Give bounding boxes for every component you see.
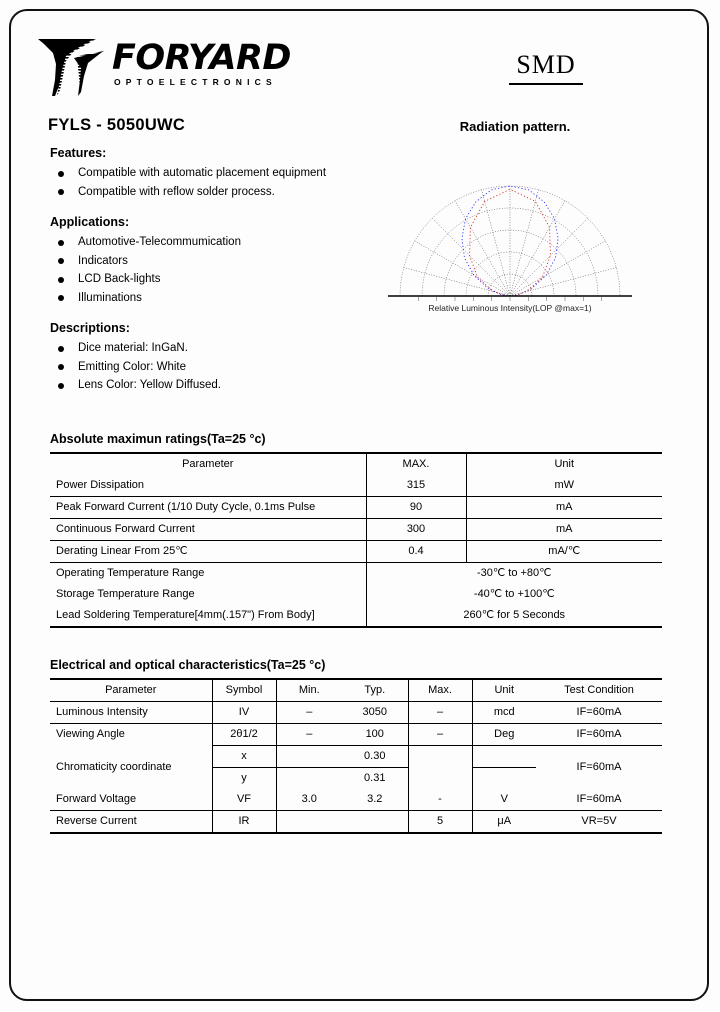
- row-symbol-y: y: [212, 768, 276, 790]
- row-unit: μA: [472, 811, 536, 834]
- row-parameter: Power Dissipation: [50, 475, 366, 497]
- company-logo: [36, 36, 291, 98]
- absolute-max-ratings-title: Absolute maximun ratings(Ta=25 °c): [50, 432, 266, 446]
- table-header-row: [50, 679, 662, 702]
- bullet-icon: [58, 383, 64, 389]
- row-max: 5: [408, 811, 472, 834]
- row-symbol: VF: [212, 789, 276, 811]
- column-header: Unit: [466, 453, 662, 475]
- list-item-label: Dice material: InGaN.: [78, 342, 188, 354]
- list-item: [50, 376, 380, 395]
- spacer: [50, 307, 380, 321]
- row-parameter: Viewing Angle: [56, 728, 125, 741]
- list-item: [50, 233, 380, 252]
- column-header: Typ.: [342, 679, 408, 702]
- list-item-label: Indicators: [78, 254, 128, 267]
- list-item-label: Illuminations: [78, 291, 142, 304]
- row-test-condition: IF=60mA: [536, 724, 662, 746]
- row-unit: V: [472, 789, 536, 811]
- row-symbol: 2θ1/2: [212, 724, 276, 746]
- row-symbol: IV: [212, 702, 276, 724]
- list-item: [50, 339, 380, 358]
- list-item-label: Compatible with automatic placement equipment: [78, 167, 327, 179]
- row-min: 3.0: [276, 789, 342, 811]
- list-item: [50, 358, 380, 377]
- table-row: [50, 519, 662, 541]
- row-parameter: Luminous Intensity: [50, 702, 212, 724]
- descriptions-list: [50, 339, 380, 395]
- column-header: Parameter: [50, 679, 212, 702]
- row-parameter: Peak Forward Current (1/10 Duty Cycle, 0.1ms Pulse: [50, 497, 366, 519]
- row-value: -30℃ to +80℃: [366, 563, 662, 585]
- table-row: [50, 746, 662, 768]
- list-item-label: Automotive-Telecommumication: [78, 236, 241, 248]
- row-symbol-x: x: [212, 746, 276, 768]
- row-typ-y: 0.31: [364, 772, 386, 784]
- row-max: –: [408, 724, 472, 746]
- row-unit: [472, 768, 536, 790]
- column-header: Symbol: [212, 679, 276, 702]
- row-parameter: Storage Temperature Range: [56, 588, 195, 600]
- list-item: [50, 183, 380, 202]
- smd-underline: [509, 83, 583, 85]
- bullet-icon: [58, 277, 64, 283]
- row-test-condition: IF=60mA: [576, 761, 622, 773]
- column-header: Min.: [276, 679, 342, 702]
- bullet-icon: [58, 240, 64, 246]
- row-value: -40℃ to +100℃: [366, 584, 662, 605]
- row-parameter: Reverse Current: [50, 811, 212, 834]
- bullet-icon: [58, 189, 64, 195]
- bullet-icon: [58, 295, 64, 301]
- table-row: [50, 584, 662, 605]
- row-test-condition: IF=60mA: [536, 789, 662, 811]
- row-unit: mA: [466, 519, 662, 541]
- row-parameter: Continuous Forward Current: [50, 519, 366, 541]
- list-item: [50, 252, 380, 271]
- radiation-pattern-title: Radiation pattern.: [459, 119, 571, 134]
- spec-sections: [50, 146, 380, 395]
- foryard-flame-icon: [36, 36, 108, 98]
- electrical-characteristics-table: [50, 678, 662, 834]
- electrical-characteristics-section: [50, 658, 665, 834]
- row-min: [276, 768, 342, 790]
- list-item: [50, 164, 380, 183]
- table-row: [50, 497, 662, 519]
- row-parameter: Lead Soldering Temperature[4mm(.157") From Body]: [50, 605, 366, 627]
- row-typ: 3.2: [342, 789, 408, 811]
- row-parameter: Operating Temperature Range: [56, 567, 205, 579]
- row-max: –: [408, 702, 472, 724]
- column-header: Max.: [408, 679, 472, 702]
- row-typ: [342, 811, 408, 834]
- column-header: MAX.: [366, 453, 466, 475]
- list-item-label: Emitting Color: White: [78, 360, 187, 373]
- page-header: [36, 36, 676, 100]
- row-max: 90: [366, 497, 466, 519]
- row-parameter: Derating Linear From 25℃: [50, 541, 366, 563]
- row-typ-x: 0.30: [342, 746, 408, 768]
- row-max: 300: [366, 519, 466, 541]
- row-min: –: [276, 702, 342, 724]
- applications-section: [50, 215, 380, 307]
- table-row: [50, 541, 662, 563]
- bullet-icon: [58, 364, 64, 370]
- row-symbol: IR: [212, 811, 276, 834]
- company-name: FORYARD: [112, 38, 291, 78]
- table-row: [50, 563, 662, 585]
- table-row: [50, 811, 662, 834]
- bullet-icon: [58, 171, 64, 177]
- features-list: [50, 164, 380, 201]
- row-parameter: Chromaticity coordinate: [56, 760, 172, 773]
- spacer: [50, 201, 380, 215]
- list-item: [50, 270, 380, 289]
- bullet-icon: [58, 346, 64, 352]
- column-header: Test Condition: [536, 679, 662, 702]
- absolute-max-ratings-section: [50, 432, 665, 628]
- features-section: [50, 146, 380, 201]
- applications-heading: Applications:: [50, 215, 130, 229]
- smd-badge: [476, 50, 616, 85]
- smd-label: SMD: [516, 50, 576, 79]
- absolute-max-ratings-table: [50, 452, 662, 628]
- column-header: Unit: [472, 679, 536, 702]
- row-min: [276, 746, 342, 768]
- table-row: [50, 702, 662, 724]
- electrical-characteristics-title: Electrical and optical characteristics(Ta=25 °c): [50, 658, 326, 672]
- row-unit: mW: [466, 475, 662, 497]
- table-row: [50, 605, 662, 627]
- row-max: -: [408, 789, 472, 811]
- row-test-condition: IF=60mA: [536, 702, 662, 724]
- row-typ: 3050: [342, 702, 408, 724]
- row-min: –: [276, 724, 342, 746]
- row-parameter: Forward Voltage: [50, 789, 212, 811]
- bullet-icon: [58, 258, 64, 264]
- column-header: Parameter: [50, 453, 366, 475]
- table-header-row: [50, 453, 662, 475]
- list-item: [50, 289, 380, 308]
- features-heading: Features:: [50, 146, 107, 160]
- row-max: [408, 746, 472, 768]
- row-value: 260℃ for 5 Seconds: [366, 605, 662, 627]
- row-typ: 100: [342, 724, 408, 746]
- row-max: 315: [366, 475, 466, 497]
- radiation-pattern-caption: Relative Luminous Intensity(LOP @max=1): [428, 303, 592, 313]
- list-item-label: LCD Back-lights: [78, 273, 161, 285]
- radiation-pattern-chart: [360, 168, 660, 313]
- page-title: FYLS - 5050UWC: [48, 116, 186, 134]
- company-tagline: OPTOELECTRONICS: [114, 77, 277, 87]
- row-max: 0.4: [366, 541, 466, 563]
- list-item-label: Lens Color: Yellow Diffused.: [78, 379, 221, 391]
- row-unit: mA: [466, 497, 662, 519]
- row-unit: Deg: [472, 724, 536, 746]
- descriptions-section: [50, 321, 380, 395]
- list-item-label: Compatible with reflow solder process.: [78, 185, 275, 198]
- applications-list: [50, 233, 380, 307]
- row-min: [276, 811, 342, 834]
- row-unit: [472, 746, 536, 768]
- row-unit: mcd: [472, 702, 536, 724]
- logo-wordmark: [112, 40, 291, 87]
- table-row: [50, 475, 662, 497]
- row-max: [408, 768, 472, 790]
- row-test-condition: VR=5V: [536, 811, 662, 834]
- row-unit: mA/℃: [466, 541, 662, 563]
- table-row: [50, 724, 662, 746]
- table-row: [50, 789, 662, 811]
- descriptions-heading: Descriptions:: [50, 321, 130, 335]
